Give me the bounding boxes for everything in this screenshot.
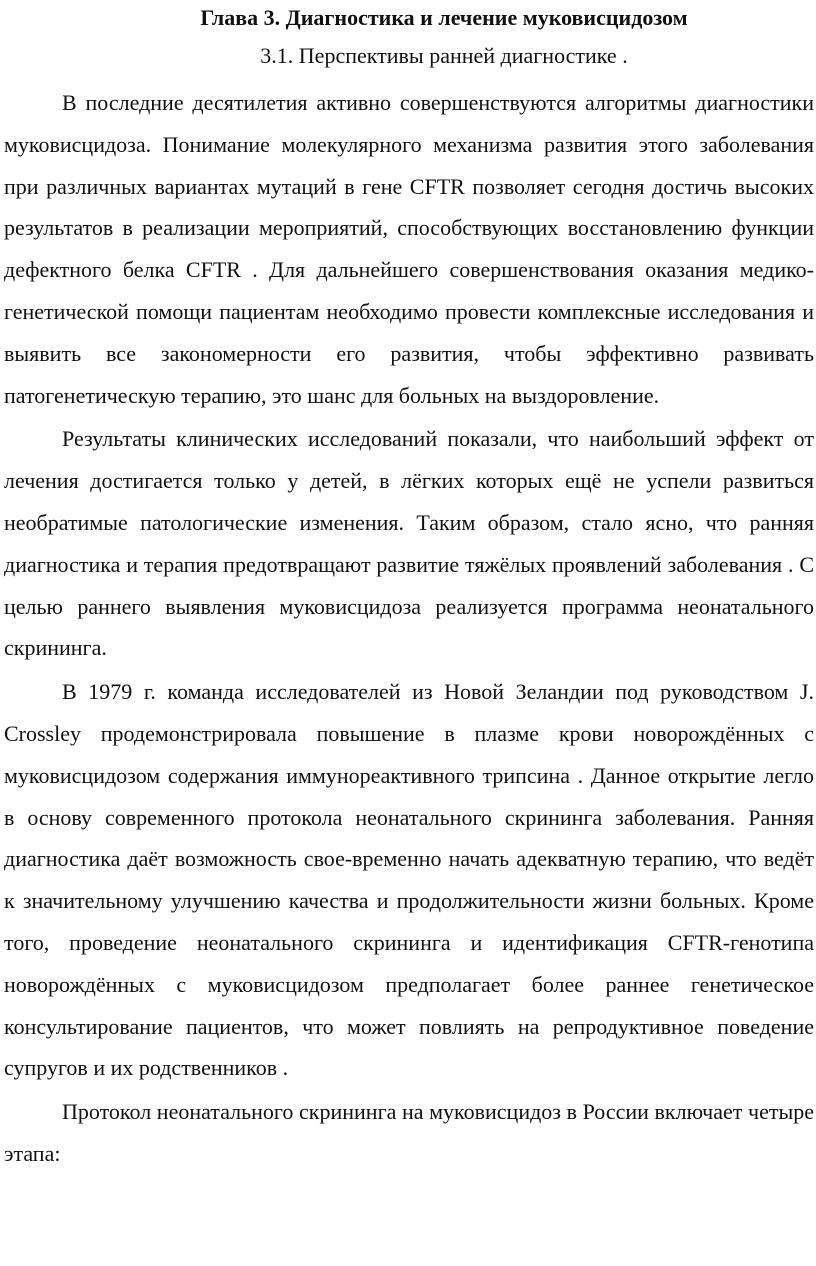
paragraph-3: В 1979 г. команда исследователей из Новой Зеландии под руководством J. Crossley продемонстрировала повышение в плазме крови новорождённых с муковисцидозом содержания иммунореактивного трипсина . Данное открытие легло в основу современного протокола неонатального скрининга заболевания. Ранняя диагностика даёт возможность свое-временно начать адекватную терапию, что ведёт к значительному улучшению качества и продолжительности жизни больных. Кроме того, проведение неонатального скрининга и идентификация CFTR-генотипа новорождённых с муковисцидозом предполагает более раннее генетическое консультирование пациентов, что может повлиять на репродуктивное поведение супругов и их родственников . [4, 679, 814, 1081]
paragraph-4: Протокол неонатального скрининга на муковисцидоз в России включает четыре этапа: [4, 1099, 814, 1166]
chapter-title: Глава 3. Диагностика и лечение муковисцидозом [200, 5, 688, 30]
paragraph-2: Результаты клинических исследований показали, что наибольший эффект от лечения достигается только у детей, в лёгких которых ещё не успели развиться необратимые патологические изменения. Таким образом, стало ясно, что ранняя диагностика и терапия предотвращают развитие тяжёлых проявлений заболевания . С целью раннего выявления муковисцидоза реализуется программа неонатального скрининга. [4, 426, 814, 661]
section-title: 3.1. Перспективы ранней диагностике . [260, 43, 628, 68]
paragraph-1: В последние десятилетия активно совершенствуются алгоритмы диагностики муковисцидоза. Понимание молекулярного механизма развития этого заболевания при различных вариантах мутаций в гене CFTR позволяет сегодня достичь высоких результатов в реализации мероприятий, способствующих восстановлению функции дефектного белка CFTR . Для дальнейшего совершенствования оказания медико-генетической помощи пациентам необходимо провести комплексные исследования и выявить все закономерности его развития, чтобы эффективно развивать патогенетическую терапию, это шанс для больных на выздоровление. [4, 90, 814, 408]
